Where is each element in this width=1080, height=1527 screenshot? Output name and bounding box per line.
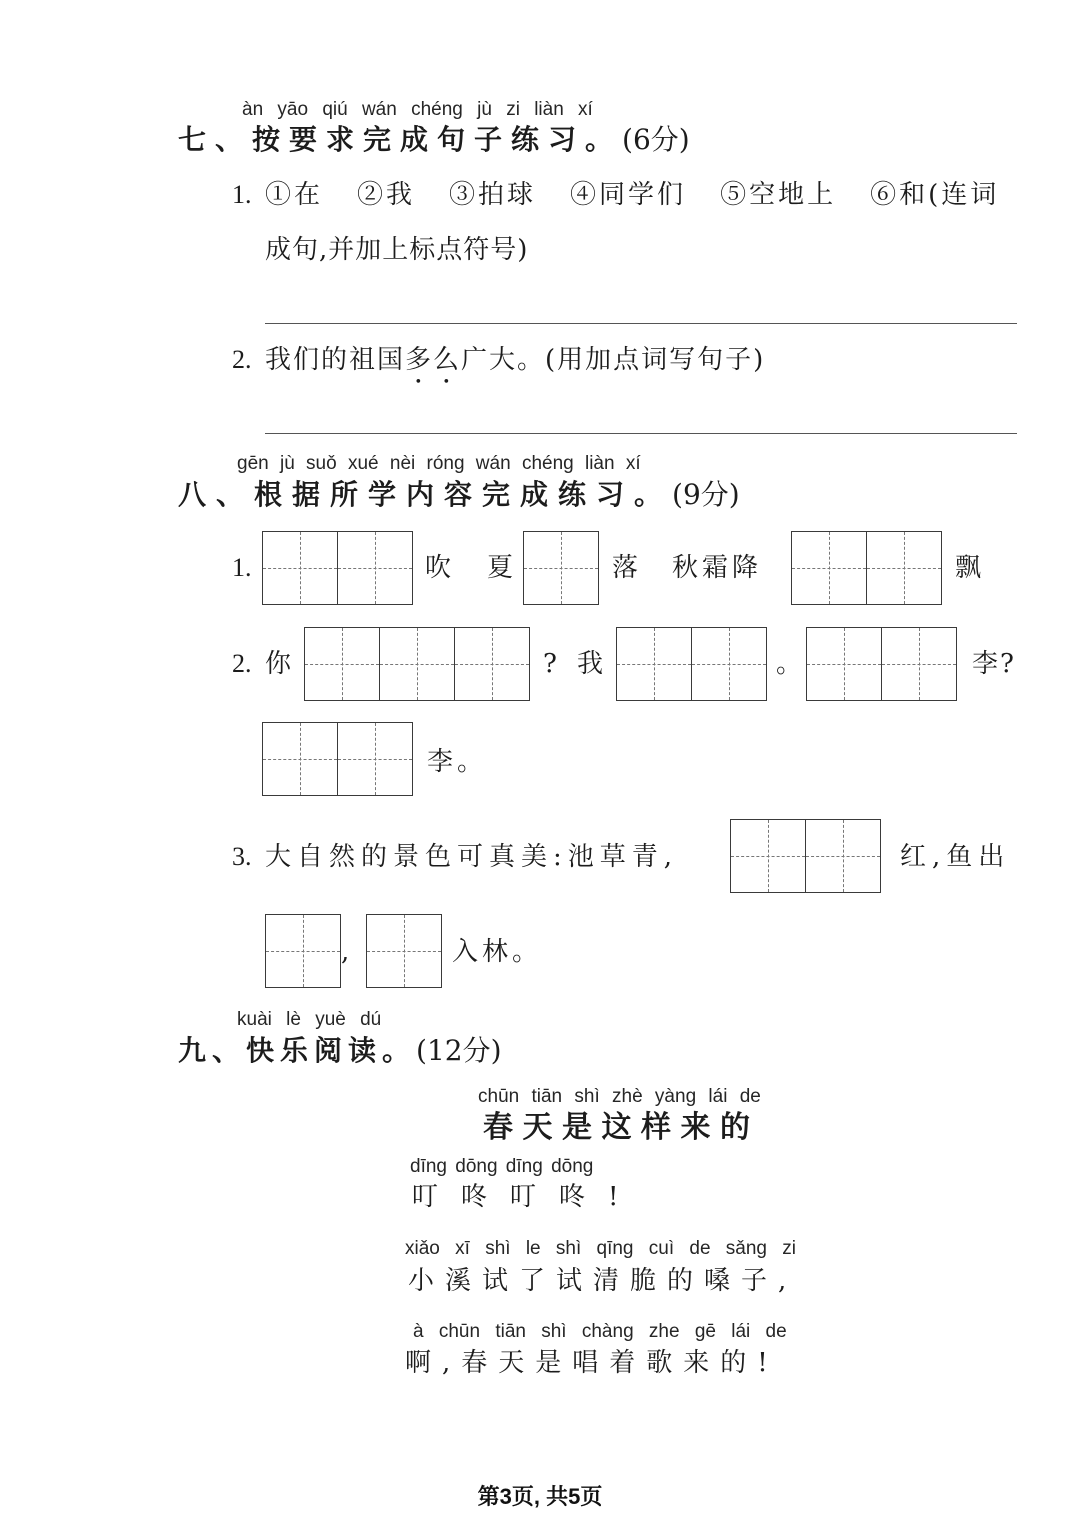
- writing-grid[interactable]: [304, 627, 530, 701]
- q7-1-number: 1.: [232, 180, 252, 209]
- writing-grid[interactable]: [366, 914, 442, 988]
- q8-3-text-1: 大自然的景色可真美:池草青,: [265, 842, 679, 872]
- grid-cell[interactable]: [866, 532, 941, 604]
- q8-3-text-2: 红,鱼出: [900, 842, 1011, 872]
- writing-grid[interactable]: [616, 627, 767, 701]
- option-6-group: [870, 178, 999, 212]
- poem-title-pinyin: chūn tiān shì zhè yàng lái de: [478, 1086, 761, 1107]
- section9-score: (12分): [416, 1034, 502, 1067]
- section8-score: (9分): [672, 478, 740, 511]
- writing-grid[interactable]: [262, 531, 413, 605]
- q8-1-text-1: 吹: [425, 553, 452, 583]
- grid-cell[interactable]: [792, 532, 866, 604]
- q8-1-text-2: 夏: [487, 553, 514, 583]
- q8-2-text-4: 。: [776, 649, 803, 679]
- q8-2-text-2: ?: [543, 649, 557, 679]
- option-6: ⑥和: [870, 180, 929, 210]
- grid-cell[interactable]: [731, 820, 805, 892]
- q8-2-text-1: 你: [265, 649, 292, 679]
- section7-pinyin: àn yāo qiú wán chéng jù zi liàn xí: [242, 99, 593, 120]
- section8-heading-text: 八、根据所学内容完成练习。: [178, 478, 673, 511]
- section8-heading: [178, 477, 740, 513]
- option-3: ③拍球: [449, 180, 537, 210]
- grid-cell[interactable]: [263, 532, 337, 604]
- q7-2-text-after: 广大。(用加点词写句子): [461, 345, 766, 375]
- section7-heading-text: 七、按要求完成句子练习。: [178, 123, 623, 156]
- q7-2-text-before: 我们的祖国: [265, 345, 406, 375]
- grid-cell[interactable]: [805, 820, 880, 892]
- q8-1-text-5: 飘: [955, 553, 982, 583]
- q8-2-text-3: 我: [577, 649, 604, 679]
- q8-1-number: 1.: [232, 553, 252, 582]
- grid-cell[interactable]: [367, 915, 441, 987]
- q7-1-options: [265, 178, 999, 212]
- poem-line-1-pinyin: dīng dōng dīng dōng: [410, 1156, 594, 1177]
- q7-2-answer-line[interactable]: [265, 433, 1017, 434]
- q8-2-text-6: 李。: [427, 747, 488, 777]
- q8-1-text-3: 落: [612, 553, 639, 583]
- grid-cell[interactable]: [807, 628, 881, 700]
- q7-2-number: 2.: [232, 345, 252, 374]
- grid-cell[interactable]: [266, 915, 340, 987]
- writing-grid[interactable]: [806, 627, 957, 701]
- q8-2-text-5: 李?: [972, 649, 1016, 679]
- poem-title: 春天是这样来的: [483, 1110, 760, 1145]
- grid-cell[interactable]: [337, 532, 412, 604]
- poem-line-2: 小溪试了试清脆的嗓子,: [408, 1266, 798, 1296]
- grid-cell[interactable]: [691, 628, 766, 700]
- grid-cell[interactable]: [454, 628, 529, 700]
- grid-cell[interactable]: [263, 723, 337, 795]
- poem-line-3: 啊,春天是唱着歌来的!: [405, 1348, 779, 1378]
- writing-grid[interactable]: [523, 531, 599, 605]
- q8-2-number: 2.: [232, 649, 252, 678]
- poem-line-1: 叮咚叮咚!: [412, 1182, 642, 1212]
- page-footer: 第3页, 共5页: [477, 1484, 603, 1509]
- option-2: ②我: [357, 180, 416, 210]
- q7-1-instruction-part2: 成句,并加上标点符号): [265, 235, 529, 265]
- grid-cell[interactable]: [881, 628, 956, 700]
- section7-heading: [178, 122, 690, 158]
- section9-heading-text: 九、快乐阅读。: [178, 1034, 417, 1067]
- poem-line-3-pinyin: à chūn tiān shì chàng zhe gē lái de: [413, 1321, 787, 1342]
- grid-cell[interactable]: [305, 628, 379, 700]
- option-4: ④同学们: [570, 180, 687, 210]
- grid-cell[interactable]: [379, 628, 454, 700]
- section9-heading: [178, 1033, 502, 1069]
- q7-2-dotted-word: 多么: [405, 345, 462, 375]
- q8-3-text-3: ,: [341, 937, 350, 967]
- writing-grid[interactable]: [791, 531, 942, 605]
- grid-cell[interactable]: [524, 532, 598, 604]
- q7-2-prompt: [265, 343, 765, 390]
- grid-cell[interactable]: [617, 628, 691, 700]
- grid-cell[interactable]: [337, 723, 412, 795]
- poem-line-2-pinyin: xiǎo xī shì le shì qīng cuì de sǎng zi: [405, 1238, 797, 1259]
- q7-1-answer-line[interactable]: [265, 323, 1017, 324]
- q7-1-instruction-part1: (连词: [928, 180, 1000, 210]
- writing-grid[interactable]: [265, 914, 341, 988]
- section9-pinyin: kuài lè yuè dú: [237, 1009, 382, 1030]
- section7-score: (6分): [622, 123, 690, 156]
- q8-1-text-4: 秋霜降: [672, 553, 763, 583]
- writing-grid[interactable]: [262, 722, 413, 796]
- option-1: ①在: [265, 180, 324, 210]
- option-5: ⑤空地上: [720, 180, 837, 210]
- section8-pinyin: gēn jù suǒ xué nèi róng wán chéng liàn xí: [237, 453, 641, 474]
- writing-grid[interactable]: [730, 819, 881, 893]
- q8-3-number: 3.: [232, 842, 252, 871]
- q8-3-text-4: 入林。: [452, 937, 543, 967]
